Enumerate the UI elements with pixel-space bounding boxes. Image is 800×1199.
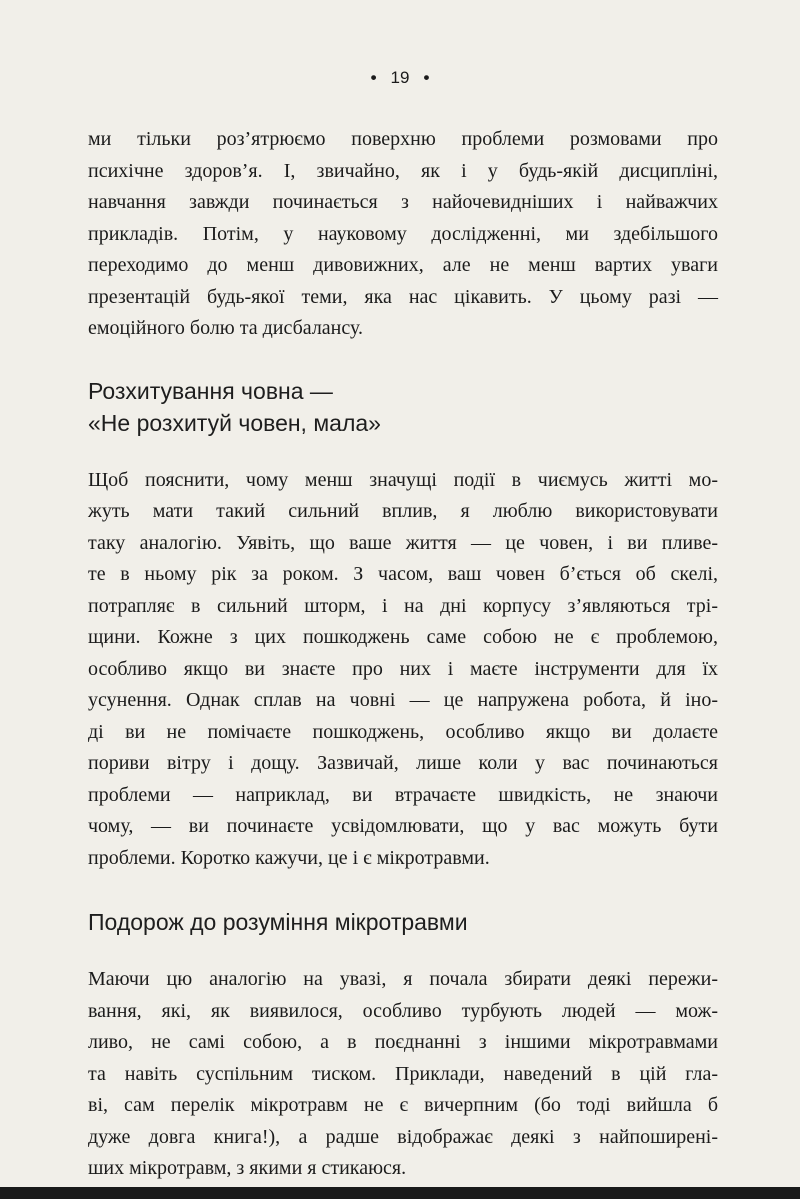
text-line: вання, які, як виявилося, особливо турбують людей — мож- (88, 999, 718, 1022)
page-body (88, 124, 718, 1185)
text-line: щини. Кожне з цих пошкоджень саме собою не є проблемою, (88, 626, 718, 648)
text-line: проблеми — наприклад, ви втрачаєте швидкість, не знаючи (88, 783, 718, 806)
text-line: презентацій будь-якої теми, яка нас цікавить. У цьому разі — (88, 285, 718, 308)
page-number-dot-right: • (423, 68, 430, 87)
text-line: ливо, не самі собою, а в поєднанні з іншими мікротравмами (88, 1031, 718, 1053)
text-line: чому, — ви починаєте усвідомлювати, що у вас можуть бути (88, 815, 718, 837)
section-heading-2 (88, 906, 718, 938)
heading-line: «Не розхитуй човен, мала» (88, 409, 381, 436)
text-line: Щоб пояснити, чому менш значущі події в чиємусь житті мо- (88, 468, 718, 491)
text-line: емоційного болю та дисбалансу. (88, 317, 363, 339)
text-line: таку аналогію. Уявіть, що ваше життя — це човен, і ви пливе- (88, 531, 718, 554)
paragraph-2 (88, 465, 718, 875)
text-line: усунення. Однак сплав на човні — це напружена робота, й іно- (88, 689, 718, 711)
text-line: ді ви не помічаєте пошкоджень, особливо якщо ви долаєте (88, 720, 718, 743)
page-number-dot-left: • (370, 68, 377, 87)
paragraph-1 (88, 124, 718, 345)
text-line: те в ньому рік за роком. З часом, ваш човен б’ється об скелі, (88, 563, 718, 585)
text-line: ми тільки роз’ятрюємо поверхню проблеми розмовами про (88, 128, 718, 150)
text-line: Маючи цю аналогію на увазі, я почала збирати деякі пережи- (88, 968, 718, 990)
heading-line: Розхитування човна — (88, 377, 333, 404)
text-line: психічне здоров’я. І, звичайно, як і у будь-якій дисципліні, (88, 159, 718, 182)
text-line: потрапляє в сильний шторм, і на дні корпусу з’являються трі- (88, 594, 718, 617)
page-number (0, 68, 800, 88)
text-line: жуть мати такий сильний вплив, я люблю використовувати (88, 500, 718, 522)
text-line: проблеми. Коротко кажучи, це і є мікротравми. (88, 846, 490, 869)
text-line: пориви вітру і дощу. Зазвичай, лише коли у вас починаються (88, 752, 718, 774)
text-line: прикладів. Потім, у науковому дослідженні, ми здебільшого (88, 222, 718, 245)
text-line: навчання завжди починається з найочевидніших і найважчих (88, 191, 718, 213)
heading-line: Подорож до розуміння мікротравми (88, 909, 468, 935)
text-line: ві, сам перелік мікротравм не є вичерпним (бо тоді вийшла б (88, 1094, 718, 1116)
text-line: переходимо до менш дивовижних, але не менш вартих уваги (88, 254, 718, 276)
text-line: ших мікротравм, з якими я стикаюся. (88, 1157, 407, 1179)
text-line: дуже довга книга!), а радше відображає деякі з найпоширені- (88, 1125, 718, 1148)
section-heading-1 (88, 375, 718, 439)
text-line: особливо якщо ви знаєте про них і маєте інструменти для їх (88, 657, 718, 680)
paragraph-3 (88, 964, 718, 1185)
text-line: та навіть суспільним тиском. Приклади, наведений в цій гла- (88, 1062, 718, 1085)
page-number-value: 19 (390, 68, 410, 87)
page-bottom-shadow (0, 1187, 800, 1199)
